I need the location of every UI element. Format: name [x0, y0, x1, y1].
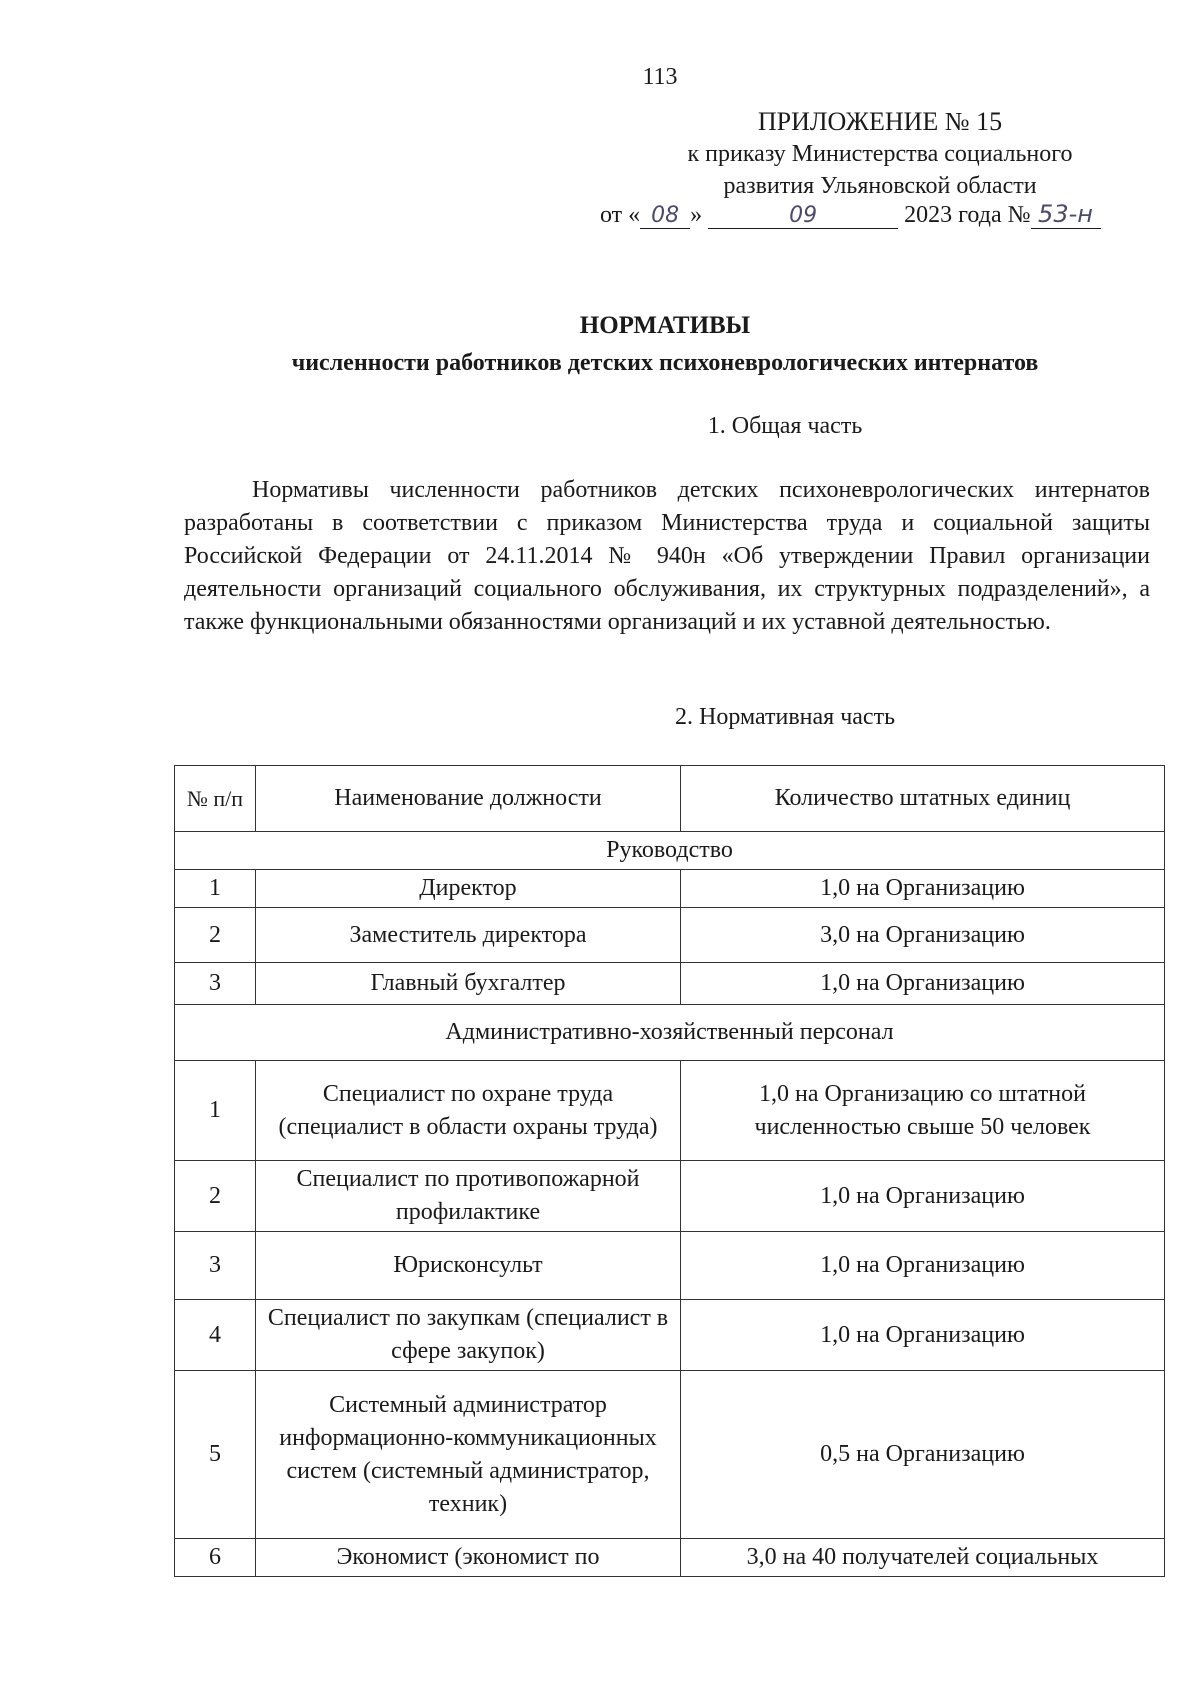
document-title: НОРМАТИВЫ: [579, 312, 751, 339]
row-quantity: 1,0 на Организацию: [681, 870, 1165, 908]
row-position: Специалист по противопожарной профилактике: [256, 1161, 681, 1232]
row-num: 1: [175, 1061, 256, 1161]
annex-line-1: к приказу Министерства социального: [687, 141, 1073, 167]
table-row: [175, 1300, 1165, 1371]
row-num: 3: [175, 1232, 256, 1300]
date-mid: »: [690, 202, 703, 228]
row-position: Юрисконсульт: [256, 1232, 681, 1300]
norms-table: [174, 765, 1165, 1577]
order-date-line: [600, 200, 1101, 229]
header-position: Наименование должности: [256, 766, 681, 832]
date-suffix: 2023 года №: [904, 202, 1031, 228]
table-row: [175, 1232, 1165, 1300]
table-row: [175, 1161, 1165, 1232]
group-title: Руководство: [175, 832, 1165, 870]
row-quantity: 3,0 на 40 получателей социальных: [681, 1539, 1165, 1577]
row-quantity: 0,5 на Организацию: [681, 1371, 1165, 1539]
annex-block: [600, 106, 1160, 202]
row-quantity: 3,0 на Организацию: [681, 908, 1165, 963]
annex-line-2: развития Ульяновской области: [723, 173, 1037, 199]
row-quantity: 1,0 на Организацию: [681, 1300, 1165, 1371]
row-position: Системный администратор информационно-коммуникационных систем (системный администратор, техник): [256, 1371, 681, 1539]
table-row: [175, 963, 1165, 1005]
row-num: 2: [175, 908, 256, 963]
table-row: [175, 870, 1165, 908]
row-position: Заместитель директора: [256, 908, 681, 963]
section-1-paragraph: Нормативы численности работников детских психоневрологических интернатов разработаны в соответствии с приказом Министерства труда и социальной защиты Российской Федерации от 24.11.2014 № 940н «Об утверждении Правил организации деятельности организаций социального обслуживания, их структурных подразделений», а также функциональными обязанностями организаций и их уставной деятельностью.: [184, 477, 1150, 635]
table-row: [175, 1061, 1165, 1161]
row-position: Директор: [256, 870, 681, 908]
table-row: [175, 1539, 1165, 1577]
row-position: Специалист по закупкам (специалист в сфере закупок): [256, 1300, 681, 1371]
date-prefix: от «: [600, 202, 641, 228]
row-num: 1: [175, 870, 256, 908]
handwritten-order-number: 53-н: [1031, 200, 1101, 229]
row-position: Экономист (экономист по: [256, 1539, 681, 1577]
group-row-management: [175, 832, 1165, 870]
group-row-admin: [175, 1005, 1165, 1061]
section-1-heading: 1. Общая часть: [707, 413, 863, 439]
handwritten-day: 08: [640, 203, 690, 229]
row-position: Главный бухгалтер: [256, 963, 681, 1005]
row-num: 3: [175, 963, 256, 1005]
table-row: [175, 908, 1165, 963]
row-num: 6: [175, 1539, 256, 1577]
row-num: 5: [175, 1371, 256, 1539]
table-header-row: [175, 766, 1165, 832]
row-position: Специалист по охране труда (специалист в области охраны труда): [256, 1061, 681, 1161]
table-row: [175, 1371, 1165, 1539]
annex-title: ПРИЛОЖЕНИЕ № 15: [757, 107, 1003, 136]
row-quantity: 1,0 на Организацию со штатной численностью свыше 50 человек: [681, 1061, 1165, 1161]
row-num: 2: [175, 1161, 256, 1232]
row-quantity: 1,0 на Организацию: [681, 1161, 1165, 1232]
handwritten-month: 09: [708, 203, 898, 229]
section-2-heading: 2. Нормативная часть: [674, 704, 896, 730]
header-quantity: Количество штатных единиц: [681, 766, 1165, 832]
row-num: 4: [175, 1300, 256, 1371]
page-number: 113: [642, 64, 678, 90]
group-title: Административно-хозяйственный персонал: [175, 1005, 1165, 1061]
row-quantity: 1,0 на Организацию: [681, 1232, 1165, 1300]
header-num: № п/п: [175, 766, 256, 832]
document-subtitle: численности работников детских психоневрологических интернатов: [291, 350, 1039, 376]
row-quantity: 1,0 на Организацию: [681, 963, 1165, 1005]
